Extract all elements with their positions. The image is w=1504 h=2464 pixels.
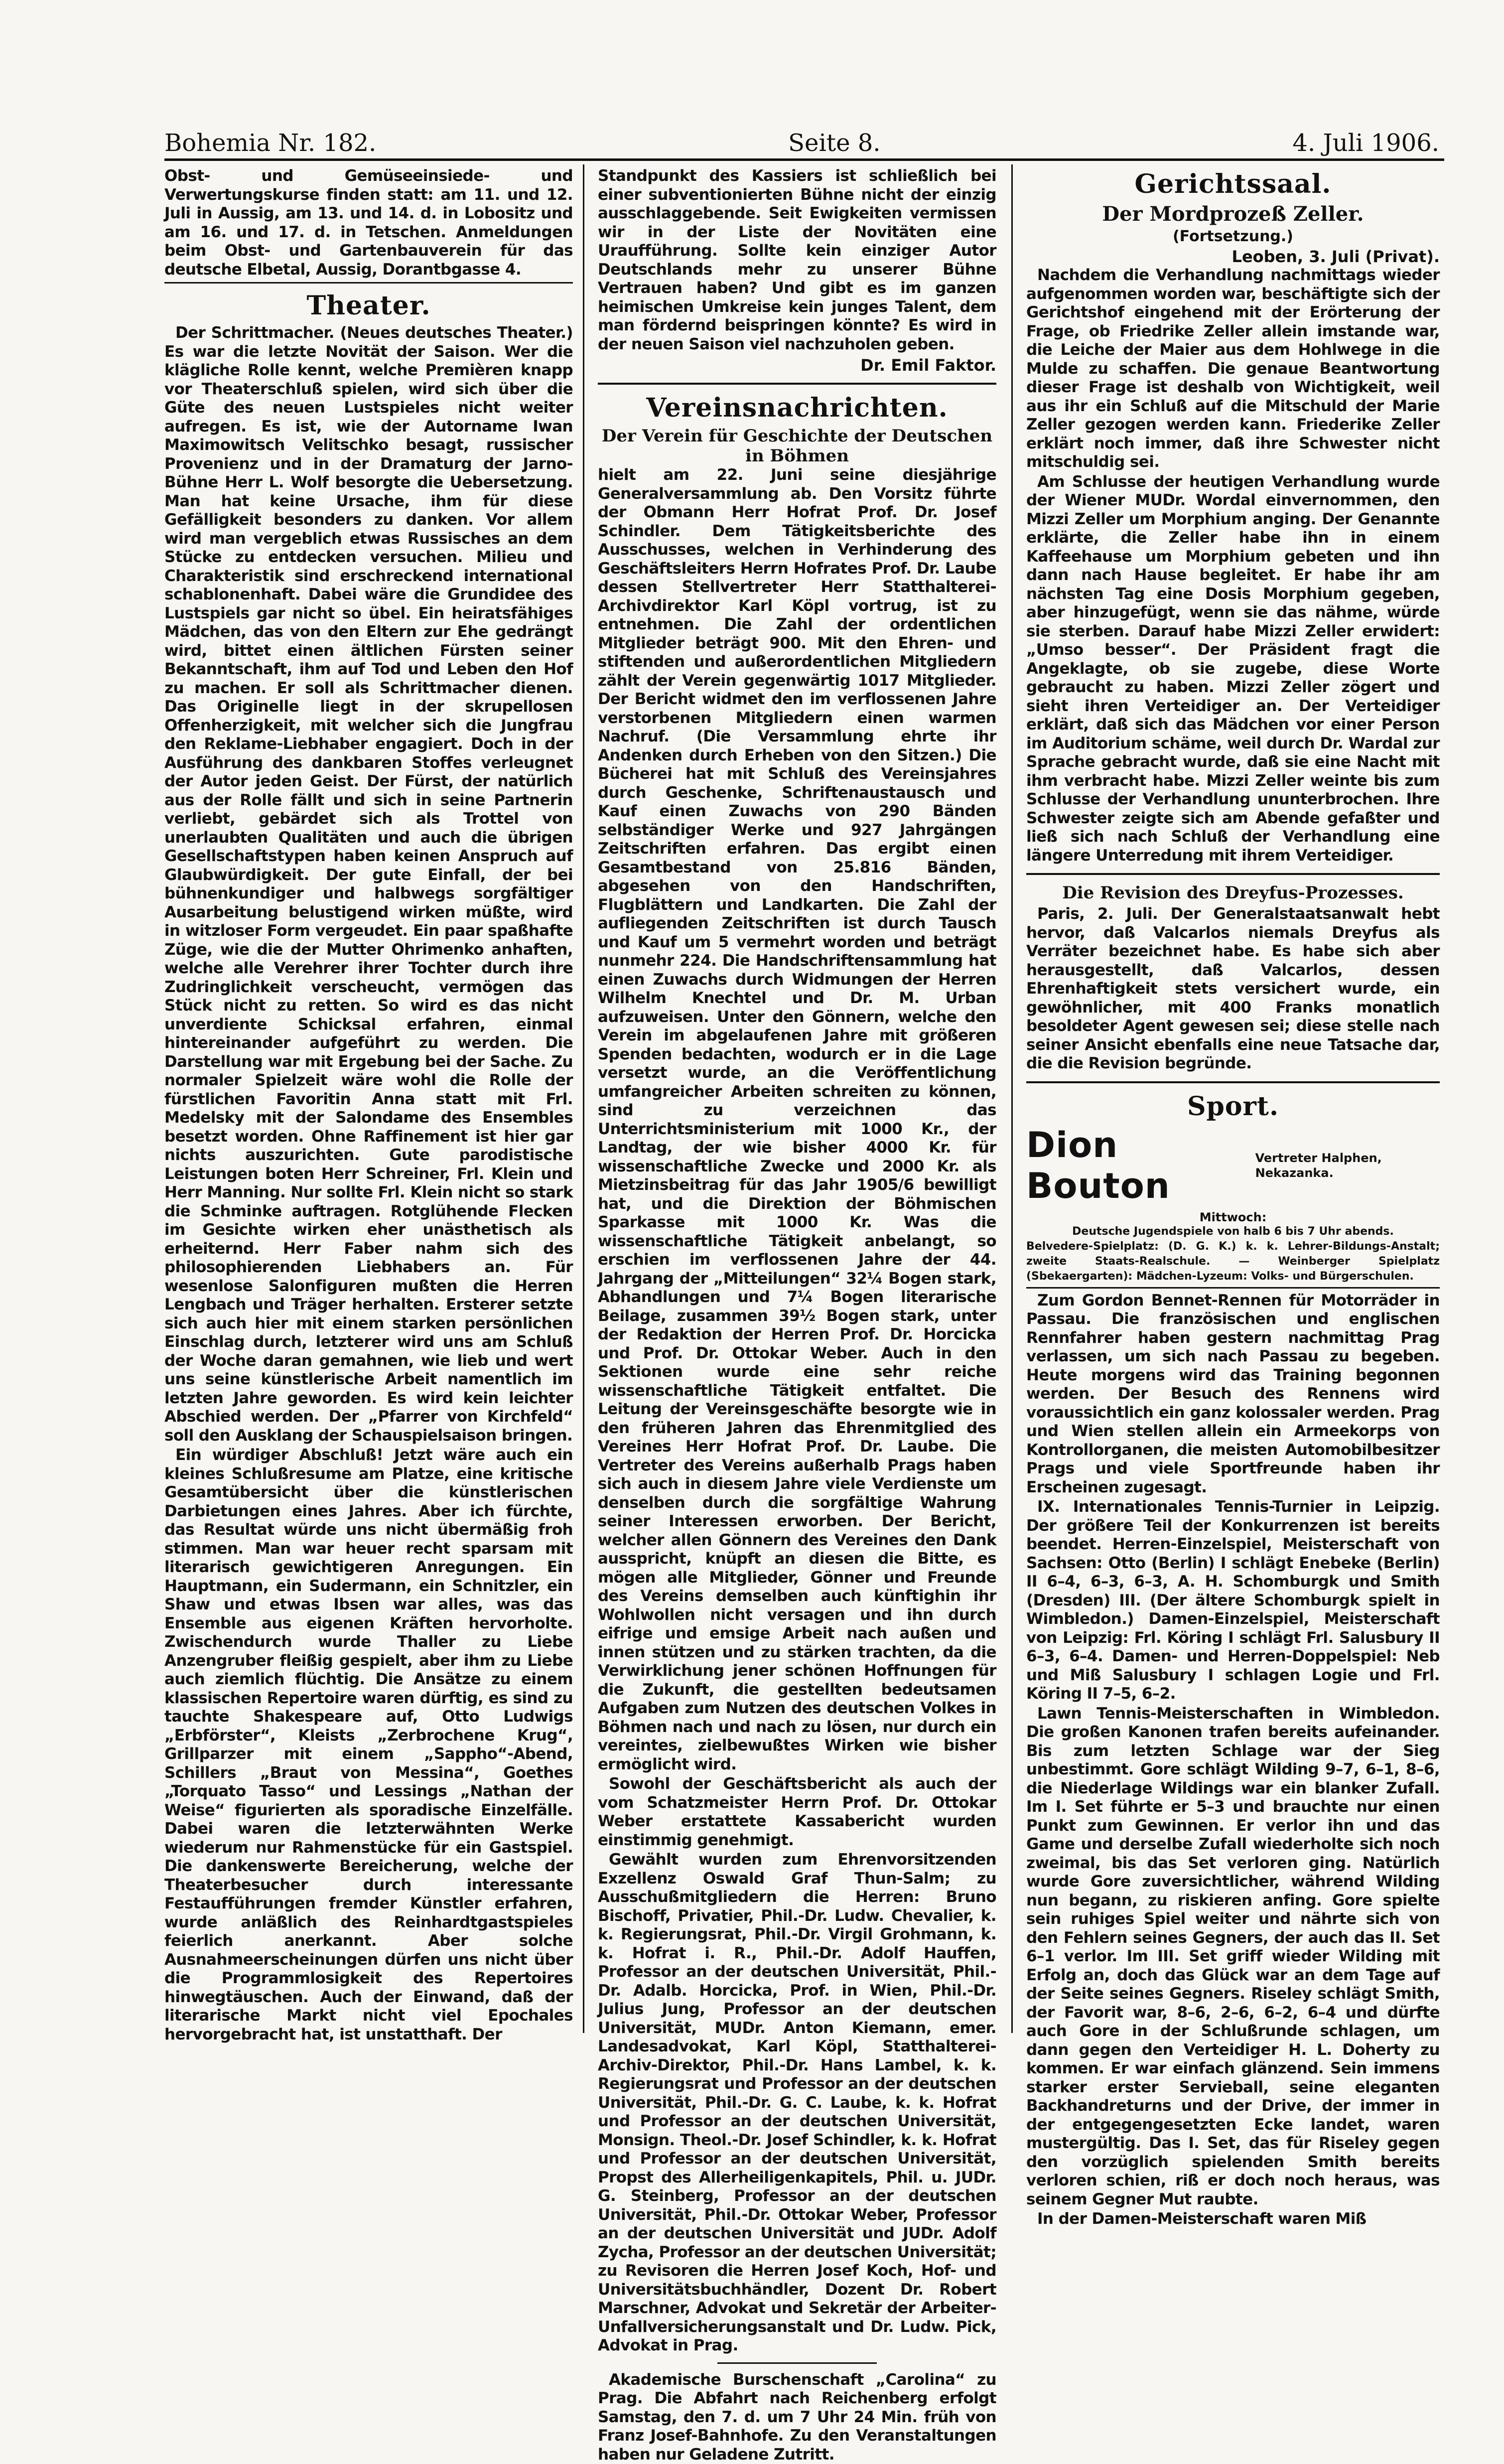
theater-paragraph-1: Der Schrittmacher. (Neues deutsches Theater.) Es war die letzte Novität der Saison. Wer die klägliche Rolle kennt, welche Premièren knapp vor Theaterschluß spielen, wird sich über die Güte des neuen Lustspieles nicht weiter aufregen. Es ist, wie der Autorname Iwan Maximowitsch Velitschko besagt, russischer Provenienz und in der Dramaturg der Jarno-Bühne Herr L. Wolf besorgte die Uebersetzung. Man hat keine Ursache, ihm für diese Gefälligkeit besonders zu danken. Vor allem wird man vergeblich etwas Russisches an dem Stücke zu entdecken versuchen. Milieu und Charakteristik sind erschreckend international schablonenhaft. Dabei wäre die Grundidee des Lustspiels gar nicht so übel. Ein heiratsfähiges Mädchen, das von den Eltern zur Ehe gedrängt wird, bittet einen ältlichen Fürsten seiner Bekanntschaft, ihm auf Tod und Leben den Hof zu machen. Er soll als Schrittmacher dienen. Das Originelle liegt in der skrupellosen Offenherzigkeit, mit welcher sich die Jungfrau den Reklame-Liebhaber engagiert. Doch in der Ausführung des dankbaren Stoffes verleugnet der Autor jeden Geist. Der Fürst, der natürlich aus der Rolle fällt und sich in seine Partnerin verliebt, gebärdet sich als Trottel von unerlaubten Qualitäten und auch die übrigen Gesellschaftstypen haben keinen Anspruch auf Glaubwürdigkeit. Der gute Einfall, der bei bühnenkundiger und halbwegs sorgfältiger Ausarbeitung belustigend wirken müßte, wird in witzloser Form vergeudet. Ein paar spaßhafte Züge, wie die der Mutter Ohrimenko anhaften, welche alle Verehrer ihrer Tochter durch ihre Zudringlichkeit verscheucht, vermögen das Stück nicht zu retten. So wird es das nicht unverdiente Schicksal erfahren, einmal hintereinander aufgeführt zu werden. Die Darstellung war mit Ergebung bei der Sache. Zu normaler Spielzeit wäre wohl die Rolle der fürstlichen Favoritin Anna statt mit Frl. Medelsky mit der Salondame des Ensembles besetzt worden. Ohne Raffinement ist hier gar nichts auszurichten. Gute parodistische Leistungen boten Herr Schreiner, Frl. Klein und Herr Manning. Nur sollte Frl. Klein nicht so stark die Schminke auftragen. Rotglühende Flecken im Gesichte wirken eher unästhetisch als erheiternd. Herr Faber nahm sich des philosophierenden Liebhabers an. Für wesenlose Salonfiguren mußten die Herren Lengbach und Träger herhalten. Ersterer setzte sich auch hier mit einem starken persönlichen Einschlag durch, letzterer wird uns am Schluß der Woche daran gemahnen, wie lieb und wert uns seine künstlerische Arbeit namentlich im letzten Jahre geworden. Es wird kein leichter Abschied werden. Der „Pfarrer von Kirchfeld“ soll den Ausklang der Schauspielsaison bringen.: [164, 324, 573, 1445]
header-rule: [164, 158, 1444, 161]
jugendspiele-line: Deutsche Jugendspiele von halb 6 bis 7 Uhr abends.: [1026, 1224, 1440, 1239]
obst-kurse-notice: Obst- und Gemüseeinsiede- und Verwertungskurse finden statt: am 11. und 12. Juli in Aussig, am 13. und 14. d. in Lobositz und am 16. und 17. d. in Tetschen. Anmeldungen beim Obst- und Gartenbauverein für das deutsche Elbetal, Aussig, Dorantbgasse 4.: [164, 167, 573, 279]
ad-brand: Dion Bouton: [1026, 1125, 1245, 1206]
dreyfus-paragraph: Paris, 2. Juli. Der Generalstaatsanwalt hebt hervor, daß Valcarlos niemals Dreyfus als Verräter bezeichnet habe. Es habe sich aber herausgestellt, daß Valcarlos, dessen Ehrenhaftigkeit stets versichert wurde, ein gewöhnlicher, mit 400 Franks monatlich besoldeter Agent gewesen sei; diese stelle nach seiner Ansicht ebenfalls eine neue Tatsache dar, die die Revision begründe.: [1026, 905, 1440, 1073]
theater-heading: Theater.: [164, 290, 573, 321]
page-header: [164, 122, 1439, 157]
carolina-notice: Akademische Burschenschaft „Carolina“ zu Prag. Die Abfahrt nach Reichenberg erfolgt Samstag, den 7. d. um 7 Uhr 24 Min. früh von Franz Josef-Bahnhofe. Zu den Veranstaltungen haben nur Geladene Zutritt.: [598, 2371, 996, 2464]
dion-bouton-ad: [1026, 1125, 1440, 1206]
verein-paragraph-3: Gewählt wurden zum Ehrenvorsitzenden Exzellenz Oswald Graf Thun-Salm; zu Ausschußmitgliedern die Herren: Bruno Bischoff, Privatier, Phil.-Dr. Ludw. Chevalier, k. k. Regierungsrat, Phil.-Dr. Virgil Grohmann, k. k. Hofrat i. R., Phil.-Dr. Adolf Hauffen, Professor an der deutschen Universität, Phil.-Dr. Adalb. Horcicka, Prof. in Wien, Phil.-Dr. Julius Jung, Professor an der deutschen Universität, MUDr. Anton Kiemann, emer. Landesadvokat, Karl Köpl, Statthalterei-Archiv-Direktor, Phil.-Dr. Hans Lambel, k. k. Regierungsrat und Professor an der deutschen Universität, Phil.-Dr. G. C. Laube, k. k. Hofrat und Professor an der deutschen Universität, Monsign. Theol.-Dr. Josef Schindler, k. k. Hofrat und Professor an der deutschen Universität, Propst des Allerheiligenkapitels, Phil. u. JUDr. G. Steinberg, Professor an der deutschen Universität, Phil.-Dr. Ottokar Weber, Professor an der deutschen Universität und JUDr. Adolf Zycha, Professor an der deutschen Universität; zu Revisoren die Herren Josef Koch, Hof- und Universitätsbuchhändler, Dozent Dr. Robert Marschner, Advokat und Sekretär der Arbeiter-Unfallversicherungsanstalt und Dr. Ludw. Pick, Advokat in Prag.: [598, 1851, 996, 2355]
sport-paragraph-4: In der Damen-Meisterschaft waren Miß: [1026, 2210, 1440, 2229]
theater-continuation: Standpunkt des Kassiers ist schließlich bei einer subventionierten Bühne nicht der einzig ausschlaggebende. Seit Ewigkeiten vermissen wir in der Liste der Novitäten eine Uraufführung. Sollte kein einziger Autor Deutschlands mehr zu unserer Bühne Vertrauen haben? Und gibt es im ganzen heimischen Umkreise kein junges Talent, dem man fördernd beispringen könnte? Es wird in der neuen Saison viel nachzuholen geben.: [598, 167, 996, 354]
verein-subheading: Der Verein für Geschichte der Deutschen in Böhmen: [598, 426, 996, 466]
verein-paragraph-1: hielt am 22. Juni seine diesjährige Generalversammlung ab. Den Vorsitz führte der Obmann Herr Hofrat Prof. Dr. Josef Schindler. Dem Tätigkeitsberichte des Ausschusses, welchen in Verhinderung des Geschäftsleiters Herrn Hofrates Prof. Dr. Laube dessen Stellvertreter Herr Statthalterei-Archivdirektor Karl Köpl vortrug, ist zu entnehmen. Die Zahl der ordentlichen Mitglieder beträgt 900. Mit den Ehren- und stiftenden und außerordentlichen Mitgliedern zählt der Verein gegenwärtig 1017 Mitglieder. Der Bericht widmet den im verflossenen Jahre verstorbenen Mitgliedern einen warmen Nachruf. (Die Versammlung ehrte ihr Andenken durch Erheben von den Sitzen.) Die Bücherei hat mit Schluß des Vereinsjahres durch Geschenke, Schriftenaustausch und Kauf einen Zuwachs von 290 Bänden selbständiger Werke und 927 Jahrgängen Zeitschriften erfahren. Das ergibt einen Gesamtbestand von 25.816 Bänden, abgesehen von den Handschriften, Flugblättern und Landkarten. Die Zahl der aufliegenden Zeitschriften ist durch Tausch und Kauf um 5 vermehrt worden und beträgt nunmehr 224. Die Handschriftensammlung hat einen Zuwachs durch Widmungen der Herren Wilhelm Knechtel und Dr. M. Urban aufzuweisen. Unter den Gönnern, welche den Verein im abgelaufenen Jahre mit größeren Spenden bedachten, wodurch er in die Lage versetzt wurde, an die Veröffentlichung umfangreicher Arbeiten schreiten zu können, sind zu verzeichnen das Unterrichtsministerium mit 1000 Kr., der Landtag, der wie bisher 4000 Kr. für wissenschaftliche Zwecke und 2000 Kr. als Mietzinsbeitrag für das Jahr 1905/6 bewilligt hat, und die Direktion der Böhmischen Sparkasse mit 1000 Kr. Was die wissenschaftliche Tätigkeit anbelangt, so erschien im verflossenen Jahre der 44. Jahrgang der „Mitteilungen“ 32¼ Bogen stark, Abhandlungen und 7¼ Bogen literarische Beilage, zusammen 39½ Bogen stark, unter der Redaktion der Herren Prof. Dr. Horcicka und Prof. Dr. Ottokar Weber. Auch in den Sektionen wurde eine sehr reiche wissenschaftliche Tätigkeit entfaltet. Die Leitung der Vereinsgeschäfte besorgte wie in den früheren Jahren das Ehrenmitglied des Vereines Herr Hofrat Prof. Dr. Laube. Die Vertreter des Vereins außerhalb Prags haben sich auch in diesem Jahre viele Verdienste um denselben durch die sorgfältige Wahrung seiner Interessen erworben. Der Bericht, welcher allen Gönnern des Vereines den Dank ausspricht, knüpft an diesen die Bitte, es mögen alle Mitglieder, Gönner und Freunde des Vereins demselben auch künftighin ihr Wohlwollen nicht versagen und ihn durch eifrige und emsige Arbeit nach außen und innen stützen und zu stärken trachten, da die Verwirklichung jener schönen Hoffnungen für die Zukunft, die gestellten bedeutsamen Aufgaben zum Nutzen des deutschen Volkes in Böhmen nach und nach zu lösen, nur durch ein vereintes, zielbewußtes Wirken wie bisher ermöglicht wird.: [598, 466, 996, 1774]
section-rule: [598, 383, 996, 385]
gerichtssaal-heading: Gerichtssaal.: [1026, 169, 1440, 199]
spielplatz-line: Belvedere-Spielplatz: (D. G. K.) k. k. Lehrer-Bildungs-Anstalt; zweite Staats-Realschule. — Weinberger Spielplatz (Sbekaergarten): Mädchen-Lyzeum: Volks- und Bürgerschulen.: [1026, 1239, 1440, 1284]
fortsetzung-label: (Fortsetzung.): [1026, 228, 1440, 245]
column-2: [598, 167, 996, 2028]
issue-date: 4. Juli 1906.: [1292, 129, 1439, 157]
vereinsnachrichten-heading: Vereinsnachrichten.: [598, 393, 996, 423]
section-rule: [1026, 1287, 1440, 1289]
sport-paragraph-2: IX. Internationales Tennis-Turnier in Leipzig. Der größere Teil der Konkurrenzen ist bereits beendet. Herren-Einzelspiel, Meisterschaft von Sachsen: Otto (Berlin) I schlägt Enebeke (Berlin) II 6–4, 6–3, 6–3, A. H. Schomburgk und Smith (Dresden) III. (Der ältere Schomburgk spielt in Wimbledon.) Damen-Einzelspiel, Meisterschaft von Leipzig: Frl. Köring I schlägt Frl. Salusbury II 6–3, 6–4. Damen- und Herren-Doppelspiel: Neb und Miß Salusbury I schlagen Logie und Frl. Köring II 7–5, 6–2.: [1026, 1498, 1440, 1704]
gericht-paragraph-2: Am Schlusse der heutigen Verhandlung wurde der Wiener MUDr. Wordal einvernommen, den Mizzi Zeller um Morphium anging. Der Genannte erklärte, die Zeller habe ihn in einem Kaffeehause um Morphium gebeten und ihn dann nach Hause begleitet. Er habe ihr am nächsten Tag eine Dosis Morphium gegeben, aber hinzugefügt, wenn sie das nähme, würde sie sterben. Darauf habe Mizzi Zeller erwidert: „Umso besser“. Der Präsident fragt die Angeklagte, ob sie zugebe, diese Worte gebraucht zu haben. Mizzi Zeller zögert und sieht ihren Verteidiger an. Der Verteidiger erklärt, daß sich das Mädchen vor einer Person im Auditorium schäme, weil durch Dr. Wardal zur Sprache gebracht wurde, daß sie eine Nacht mit ihm verbracht habe. Mizzi Zeller weinte bis zum Schlusse der Verhandlung ununterbrochen. Ihre Schwester zeigte sich am Abende gefaßter und ließ sich nach Schluß der Verhandlung eine längere Unterredung mit ihrem Verteidiger.: [1026, 473, 1440, 866]
column-1: [164, 167, 573, 2028]
column-divider-2: [1011, 164, 1013, 2033]
sport-paragraph-3: Lawn Tennis-Meisterschaften in Wimbledon. Die großen Kanonen trafen bereits aufeinander. Bis zum letzten Schlage war der Sieg unbestimmt. Gore schlägt Wilding 9–7, 6–1, 8–6, die Niederlage Wildings war ein blanker Zufall. Im I. Set führte er 5–3 und brauchte nur einen Punkt zum Gewinnen. Er verlor ihn und das Game und derselbe Zufall wiederholte sich noch zweimal, bis das Set verloren ging. Natürlich wurde Gore zuversichtlicher, während Wilding nun begann, zu riskieren anfing. Gore spielte sein ruhiges Spiel weiter und nährte sich von den Fehlern seines Gegners, der auch das II. Set 6–1 verlor. Im III. Set griff wieder Wilding mit Erfolg an, doch das Glück war an dem Tage auf der Seite seines Gegners. Riseley schlägt Smith, der Favorit war, 8–6, 2–6, 6–2, 6–4 und dürfte auch Gore in der Schlußrunde schlagen, um dann gegen den Verteidiger H. L. Doherty zu kommen. Er war einfach glänzend. Sein immens starker erster Servieball, seine eleganten Backhandreturns und der Drive, der immer in der entgegengesetzten Ecke landet, waren mustergültig. Das I. Set, das für Riseley gegen den vorzüglich spielenden Smith bereits verloren schien, riß er doch noch heraus, was seinem Gegner Mut raubte.: [1026, 1705, 1440, 2209]
sport-heading: Sport.: [1026, 1091, 1440, 1122]
theater-paragraph-2: Ein würdiger Abschluß! Jetzt wäre auch ein kleines Schlußresume am Platze, eine kritische Gesamtübersicht über die künstlerischen Darbietungen eines Jahres. Aber ich fürchte, das Resultat würde uns nicht übermäßig froh stimmen. Man war heuer recht sparsam mit literarisch gewichtigeren Anregungen. Ein Hauptmann, ein Sudermann, ein Schnitzler, ein Shaw und etwas Ibsen war alles, was das Ensemble aus eigenen Kräften hervorholte. Zwischendurch wurde Thaller zu Liebe Anzengruber fleißig gespielt, aber ihm zu Liebe auch ziemlich flüchtig. Die Ansätze zu einem klassischen Repertoire waren dürftig, es sind zu tauchte Shakespeare auf, Otto Ludwigs „Erbförster“, Kleists „Zerbrochene Krug“, Grillparzer mit einem „Sappho“-Abend, Schillers „Braut von Messina“, Goethes „Torquato Tasso“ und Lessings „Nathan der Weise“ figurierten als sporadische Einzelfälle. Dabei waren die letzterwähnten Werke wiederum nur Rahmenstücke für ein Gastspiel. Die dankenswerte Bereicherung, welche der Theaterbesucher durch interessante Festaufführungen fremder Künstler erfahren, wurde anläßlich des Reinhardtgastspieles feierlich anerkannt. Aber solche Ausnahmeerscheinungen dürfen uns nicht über die Programmlosigkeit des Repertoires hinwegtäuschen. Auch der Einwand, daß der literarische Markt nicht viel Epochales hervorgebracht hat, ist unstatthaft. Der: [164, 1446, 573, 2044]
ad-vertreter: Vertreter Halphen, Nekazanka.: [1255, 1151, 1440, 1180]
page-number: Seite 8.: [788, 129, 880, 157]
sport-paragraph-1: Zum Gordon Bennet-Rennen für Motorräder in Passau. Die französischen und englischen Rennfahrer haben gestern nachmittag Prag verlassen, um sich nach Passau zu begeben. Heute morgens wird das Training begonnen werden. Der Besuch des Rennens wird voraussichtlich ein ganz kolossaler werden. Prag und Wien stellen allein ein Armeekorps von Kontrollorganen, die meisten Automobilbesitzer Prags und viele Sportfreunde haben ihr Erscheinen zugesagt.: [1026, 1292, 1440, 1497]
gericht-paragraph-1: Nachdem die Verhandlung nachmittags wieder aufgenommen worden war, beschäftigte sich der Gerichtshof eingehend mit der Erörterung der Frage, ob Friedrike Zeller allein imstande war, die Leiche der Maier aus dem Hohlwege in die Mulde zu schaffen. Die genaue Beantwortung dieser Frage ist deshalb von Wichtigkeit, weil aus ihr ein Schluß auf die Mitschuld der Marie Zeller gezogen werden kann. Friederike Zeller erklärt noch immer, daß ihre Schwester nicht mitschuldig sei.: [1026, 266, 1440, 472]
column-3: [1026, 167, 1440, 2028]
mittwoch-label: Mittwoch:: [1026, 1210, 1440, 1224]
column-divider-1: [583, 164, 584, 2033]
verein-paragraph-2: Sowohl der Geschäftsbericht als auch der vom Schatzmeister Herrn Prof. Dr. Ottokar Weber erstattete Kassabericht wurden einstimmig genehmigt.: [598, 1775, 996, 1850]
masthead-issue: Bohemia Nr. 182.: [164, 129, 376, 157]
author-signature: Dr. Emil Faktor.: [598, 356, 996, 375]
section-rule: [1026, 1081, 1440, 1083]
mordprozess-heading: Der Mordprozeß Zeller.: [1026, 202, 1440, 226]
dateline: Leoben, 3. Juli (Privat).: [1026, 247, 1440, 266]
section-rule: [164, 282, 573, 284]
dreyfus-heading: Die Revision des Dreyfus-Prozesses.: [1026, 883, 1440, 903]
short-rule: [717, 2362, 877, 2364]
section-rule: [1026, 873, 1440, 875]
